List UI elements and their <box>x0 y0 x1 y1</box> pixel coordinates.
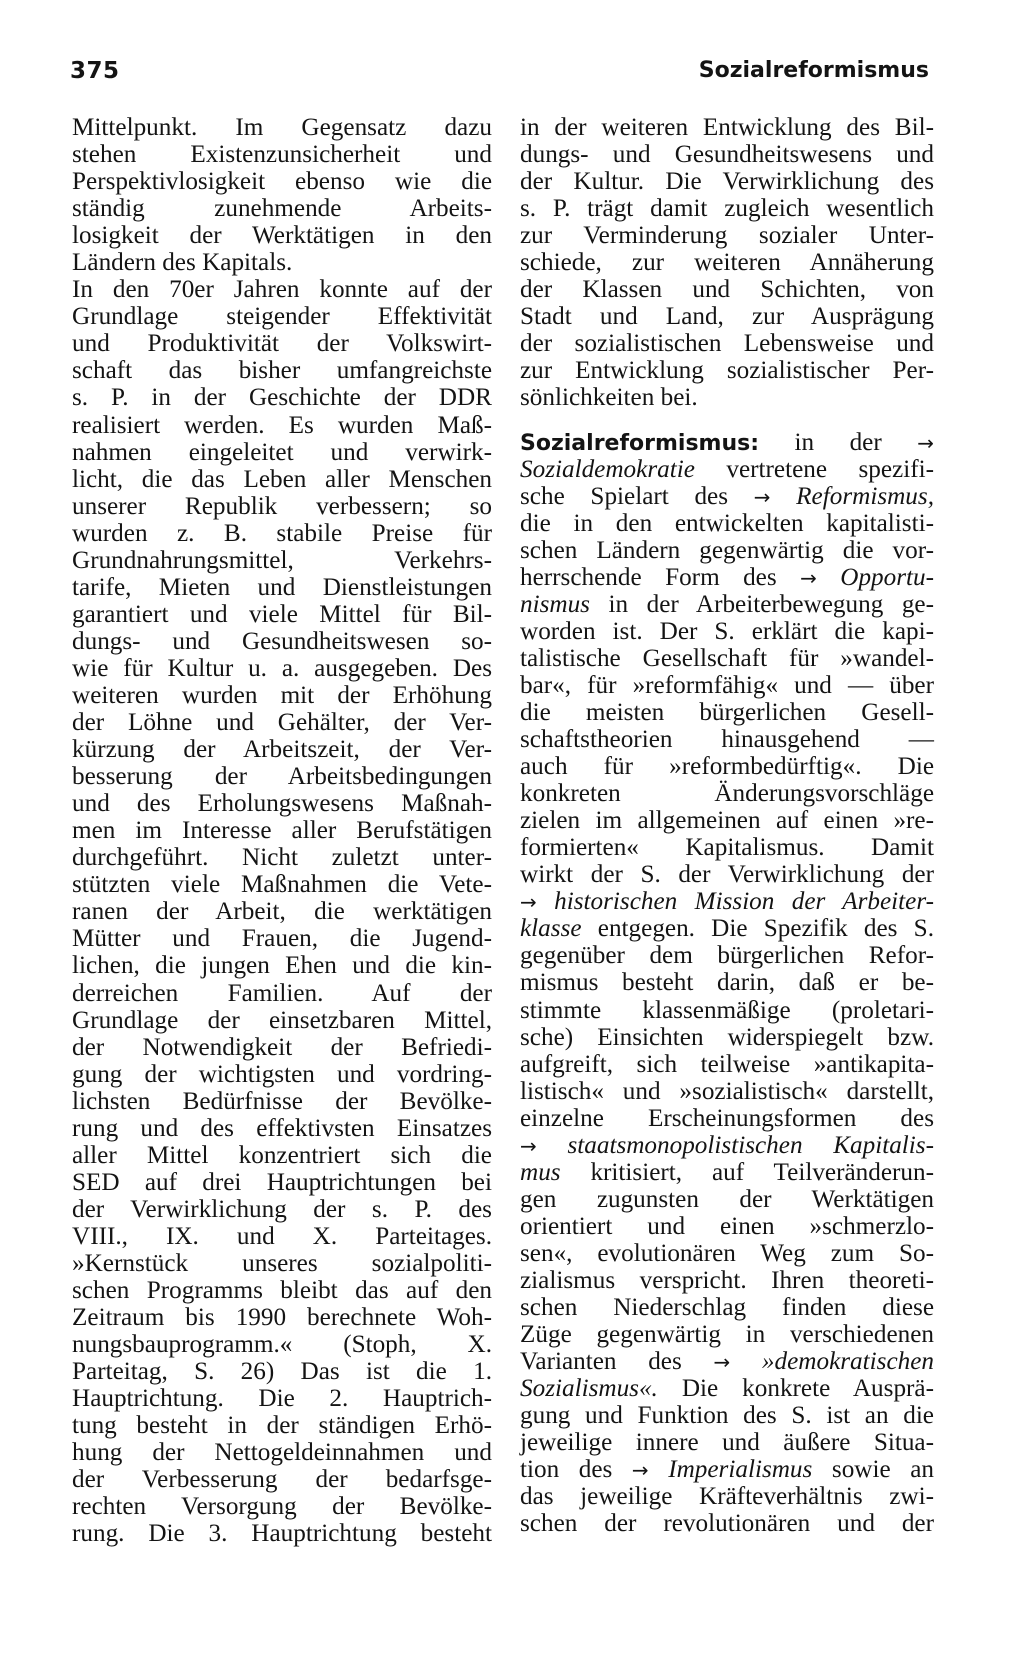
entry-line <box>520 915 934 942</box>
text-line: ranen der Arbeit, die werktätigen <box>72 898 492 926</box>
left-column <box>72 114 492 1547</box>
text-line: durchgeführt. Nicht zuletzt unter- <box>72 844 492 872</box>
text-line: nahmen eingeleitet und verwirk- <box>72 438 492 466</box>
cross-reference-arrow-icon: → <box>753 484 771 509</box>
text-line: Mütter und Frauen, die Jugend- <box>72 925 492 953</box>
entry-line: gung und Funktion des S. ist an die <box>520 1402 934 1430</box>
text-line: aller Mittel konzentriert sich die <box>72 1141 492 1169</box>
text-line: wurden z. B. stabile Preise für <box>72 519 492 547</box>
text-line: Stadt und Land, zur Ausprägung <box>520 303 934 331</box>
entry-line: die in den entwickelten kapitalisti- <box>520 509 934 537</box>
text-line: kürzung der Arbeitszeit, der Ver- <box>72 736 492 764</box>
entry-line: sche) Einsichten widerspiegelt bzw. <box>520 1023 934 1051</box>
cross-reference-arrow-icon: → <box>713 1350 731 1375</box>
text-line: losigkeit der Werktätigen in den <box>72 222 492 250</box>
text-line: men im Interesse aller Berufstätigen <box>72 817 492 845</box>
text-line: realisiert werden. Es wurden Maß- <box>72 411 492 439</box>
cross-reference-link[interactable]: mus <box>520 1158 561 1186</box>
entry-line: worden ist. Der S. erklärt die kapi- <box>520 617 934 645</box>
text-line: gung der wichtigsten und vordring- <box>72 1060 492 1088</box>
entry-line: das jeweilige Kräfteverhältnis zwi- <box>520 1483 934 1511</box>
cross-reference-link[interactable]: Imperialismus <box>668 1456 813 1484</box>
dictionary-entry <box>520 429 934 1538</box>
text-line: der sozialistischen Lebensweise und <box>520 330 934 358</box>
entry-line: auch für »reformbedürftig«. Die <box>520 753 934 781</box>
entry-separator <box>520 412 934 429</box>
cross-reference-link[interactable]: klasse <box>520 915 582 943</box>
entry-line: formierten« Kapitalismus. Damit <box>520 834 934 862</box>
entry-line: Züge gegenwärtig in verschiedenen <box>520 1321 934 1349</box>
cross-reference-arrow-icon: → <box>520 1133 537 1158</box>
entry-line: die meisten bürgerlichen Gesell- <box>520 698 934 726</box>
cross-reference-arrow-icon: → <box>631 1458 649 1483</box>
running-head: Sozialreformismus <box>698 58 929 83</box>
entry-line: gegenüber dem bürgerlichen Refor- <box>520 942 934 970</box>
text-line: rechten Versorgung der Bevölke- <box>72 1493 492 1521</box>
text-line: der Verwirklichung der s. P. des <box>72 1195 492 1223</box>
text-line: hung der Nettogeldeinnahmen und <box>72 1439 492 1467</box>
entry-text: herrschende Form des <box>520 563 801 591</box>
entry-line: listisch« und »sozialistisch« darstellt, <box>520 1077 934 1105</box>
right-column <box>520 114 934 1537</box>
text-line: licht, die das Leben aller Menschen <box>72 465 492 493</box>
text-line: schen Programms bleibt das auf den <box>72 1277 492 1305</box>
text-line: garantiert und viele Mittel für Bil- <box>72 600 492 628</box>
text-line: Mittelpunkt. Im Gegensatz dazu <box>72 114 492 141</box>
text-line: stehen Existenzunsicherheit und <box>72 141 492 169</box>
text-line: derreichen Familien. Auf der <box>72 979 492 1007</box>
text-line: sönlichkeiten bei. <box>520 384 698 412</box>
cross-reference-link[interactable]: nismus <box>520 590 590 618</box>
entry-text: tion des <box>520 1456 632 1484</box>
entry-line <box>520 483 934 510</box>
entry-text: in der <box>759 428 918 456</box>
text-line: Parteitag, S. 26) Das ist die 1. <box>72 1358 492 1386</box>
text-line: der Klassen und Schichten, von <box>520 276 934 304</box>
cross-reference-link[interactable]: staatsmonopolistischen Kapitalis- <box>567 1131 934 1159</box>
text-line: lichen, die jungen Ehen und die kin- <box>72 952 492 980</box>
text-line: der Notwendigkeit der Befriedi- <box>72 1033 492 1061</box>
text-line: der Verbesserung der bedarfsge- <box>72 1466 492 1494</box>
entry-line: orientiert und einen »schmerzlo- <box>520 1212 934 1240</box>
entry-text: Die konkrete Ausprä- <box>657 1375 934 1403</box>
entry-line <box>520 1456 934 1483</box>
text-line: Grundnahrungsmittel, Verkehrs- <box>72 546 492 574</box>
text-line: Grundlage der einsetzbaren Mittel, <box>72 1006 492 1034</box>
text-line: nungsbauprogramm.« (Stoph, X. <box>72 1331 492 1359</box>
text-line: s. P. trägt damit zugleich wesentlich <box>520 195 934 223</box>
text-line: dungs- und Gesundheitswesens und <box>520 141 934 169</box>
text-line: und des Erholungswesens Maßnah- <box>72 790 492 818</box>
cross-reference-arrow-icon: → <box>917 430 934 455</box>
entry-line: schen Niederschlag finden diese <box>520 1294 934 1322</box>
entry-text: in der Arbeiterbewegung ge- <box>589 590 934 618</box>
text-line: schaft das bisher umfangreichste <box>72 357 492 385</box>
cross-reference-link[interactable]: Sozialdemokratie <box>520 455 695 483</box>
entry-line: aufgreift, sich teilweise »antikapita- <box>520 1050 934 1078</box>
text-line: Ländern des Kapitals. <box>72 249 293 277</box>
entry-line: schaftstheorien hinausgehend — <box>520 726 934 754</box>
cross-reference-link[interactable]: Sozialismus«. <box>520 1375 658 1403</box>
text-line: in der weiteren Entwicklung des Bil- <box>520 114 934 141</box>
entry-line: zielen im allgemeinen auf einen »re- <box>520 807 934 835</box>
text-line: unserer Republik verbessern; so <box>72 492 492 520</box>
entry-headword: Sozialreformismus: <box>520 430 760 456</box>
entry-line <box>520 456 934 483</box>
text-line: In den 70er Jahren konnte auf der <box>72 276 492 304</box>
text-line: ständig zunehmende Arbeits- <box>72 195 492 223</box>
entry-line <box>520 429 934 456</box>
cross-reference-link[interactable]: historischen Mission der Arbeiter- <box>554 888 935 916</box>
entry-line <box>520 564 934 591</box>
cross-reference-link[interactable]: Opportu- <box>840 563 935 591</box>
entry-text: entgegen. Die Spezifik des S. <box>581 915 934 943</box>
entry-line <box>520 1132 934 1159</box>
cross-reference-link[interactable]: Reformismus, <box>796 482 935 510</box>
text-line: Perspektivlosigkeit ebenso wie die <box>72 168 492 196</box>
entry-line: talistische Gesellschaft für »wandel- <box>520 644 934 672</box>
entry-text: Varianten des <box>520 1348 714 1376</box>
entry-text: sche Spielart des <box>520 482 754 510</box>
text-line: stützten viele Maßnahmen die Vete- <box>72 871 492 899</box>
text-line: und Produktivität der Volkswirt- <box>72 330 492 358</box>
entry-line <box>520 1375 934 1402</box>
text-line: zur Verminderung sozialer Unter- <box>520 222 934 250</box>
text-line: lichsten Bedürfnisse der Bevölke- <box>72 1087 492 1115</box>
page-header <box>70 58 929 98</box>
entry-line <box>520 1159 934 1186</box>
text-line: rung. Die 3. Hauptrichtung besteht <box>72 1520 492 1548</box>
text-line: weiteren wurden mit der Erhöhung <box>72 681 492 709</box>
entry-text: sowie an <box>812 1456 934 1484</box>
entry-text: kritisiert, auf Teilveränderun- <box>560 1158 934 1186</box>
text-line: der Kultur. Die Verwirklichung des <box>520 168 934 196</box>
text-line: Grundlage steigender Effektivität <box>72 303 492 331</box>
entry-line: stimmte klassenmäßige (proletari- <box>520 996 934 1024</box>
text-line: »Kernstück unseres sozialpoliti- <box>72 1249 492 1277</box>
text-line: Hauptrichtung. Die 2. Hauptrich- <box>72 1385 492 1413</box>
text-line: zur Entwicklung sozialistischer Per- <box>520 357 934 385</box>
entry-line: mismus besteht darin, daß er be- <box>520 969 934 997</box>
text-line: wie für Kultur u. a. ausgegeben. Des <box>72 654 492 682</box>
text-line: tung besteht in der ständigen Erhö- <box>72 1412 492 1440</box>
entry-line <box>520 591 934 618</box>
text-line: s. P. in der Geschichte der DDR <box>72 384 492 412</box>
entry-line: konkreten Änderungsvorschläge <box>520 780 934 808</box>
text-line: tarife, Mieten und Dienstleistungen <box>72 573 492 601</box>
text-line: SED auf drei Hauptrichtungen bei <box>72 1168 492 1196</box>
text-line: schiede, zur weiteren Annäherung <box>520 249 934 277</box>
entry-line: gen zugunsten der Werktätigen <box>520 1185 934 1213</box>
entry-text: vertretene spezifi- <box>694 455 934 483</box>
cross-reference-arrow-icon: → <box>800 565 817 590</box>
page-number: 375 <box>70 58 120 84</box>
entry-line: jeweilige innere und äußere Situa- <box>520 1429 934 1457</box>
text-line: dungs- und Gesundheitswesen so- <box>72 627 492 655</box>
text-line: rung und des effektivsten Einsatzes <box>72 1114 492 1142</box>
entry-line: einzelne Erscheinungsformen des <box>520 1104 934 1132</box>
entry-line: schen der revolutionären und der <box>520 1510 934 1538</box>
entry-line <box>520 1348 934 1375</box>
entry-line: zialismus verspricht. Ihren theoreti- <box>520 1266 934 1294</box>
text-line: VIII., IX. und X. Parteitages. <box>72 1222 492 1250</box>
entry-line: sen«, evolutionären Weg zum So- <box>520 1239 934 1267</box>
text-line: Zeitraum bis 1990 berechnete Woh- <box>72 1304 492 1332</box>
cross-reference-arrow-icon: → <box>520 890 537 915</box>
cross-reference-link[interactable]: »demokratischen <box>761 1348 934 1376</box>
text-line: der Löhne und Gehälter, der Ver- <box>72 709 492 737</box>
entry-line: bar«, für »reformfähig« und — über <box>520 671 934 699</box>
entry-line <box>520 888 934 915</box>
text-line: besserung der Arbeitsbedingungen <box>72 763 492 791</box>
entry-line: wirkt der S. der Verwirklichung der <box>520 861 934 889</box>
entry-line: schen Ländern gegenwärtig die vor- <box>520 536 934 564</box>
